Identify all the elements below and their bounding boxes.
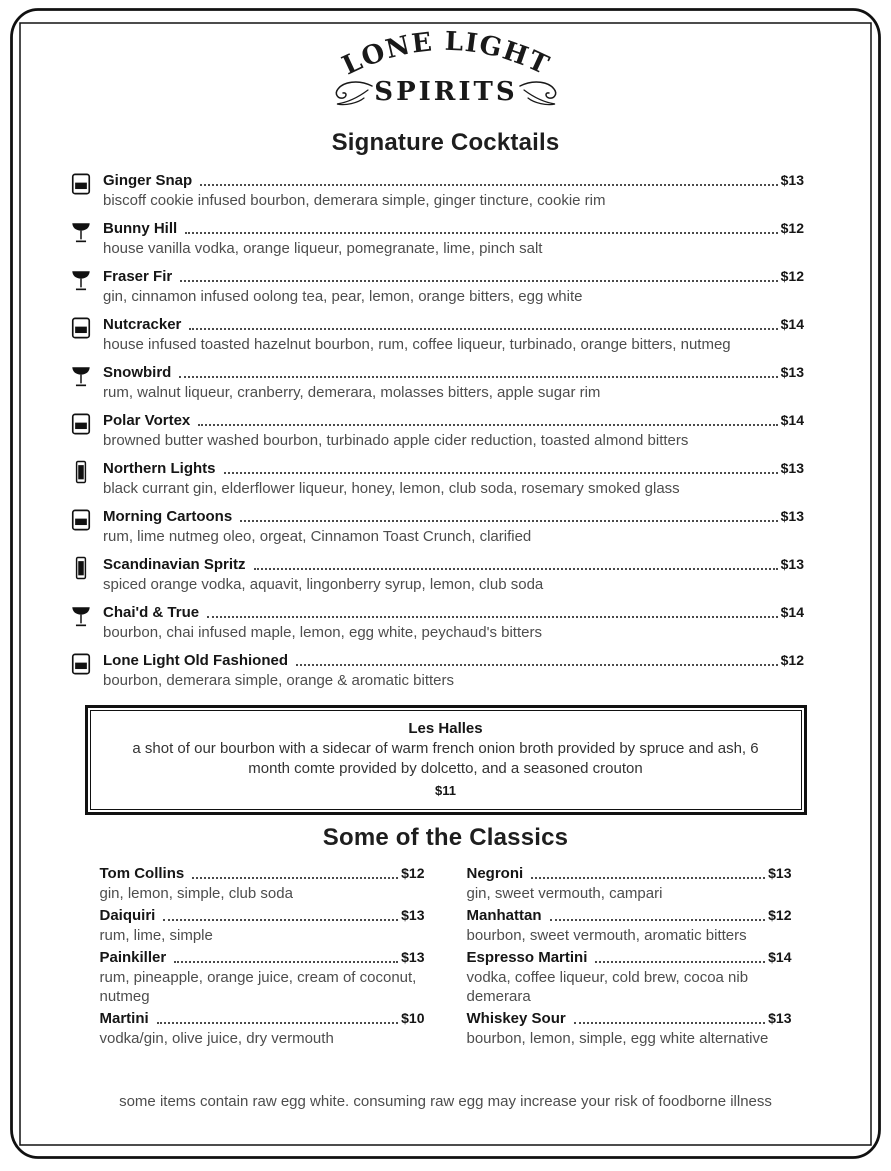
dotted-leader [192, 877, 398, 879]
item-name: Whiskey Sour [466, 1010, 566, 1027]
item-price: $13 [768, 865, 792, 881]
item-name: Morning Cartoons [103, 508, 233, 525]
dotted-leader [296, 664, 778, 666]
item-description: black currant gin, elderflower liqueur, honey, lemon, club soda, rosemary smoked glass [103, 480, 680, 497]
item-name: Daiquiri [99, 907, 156, 924]
item-description: gin, lemon, simple, club soda [99, 885, 293, 902]
highball-glass-icon [70, 555, 94, 594]
signature-cocktails-list [70, 171, 804, 690]
item-price: $12 [768, 907, 792, 923]
menu-item-row [70, 267, 804, 306]
item-name: Fraser Fir [103, 268, 173, 285]
rocks-glass-icon [70, 171, 94, 210]
item-name: Northern Lights [103, 460, 216, 477]
rocks-glass-icon [70, 507, 94, 546]
dotted-leader [207, 616, 778, 618]
item-price: $12 [780, 268, 804, 284]
menu-item-row [70, 507, 804, 546]
item-price: $14 [780, 412, 804, 428]
item-price: $13 [768, 1010, 792, 1026]
featured-item-name: Les Halles [408, 720, 483, 737]
coupe-glass-icon [70, 603, 94, 642]
item-description: rum, pineapple, orange juice, cream of coconut, nutmeg [99, 969, 417, 1005]
classic-item-row [467, 864, 792, 903]
classics-section-title: Some of the Classics [322, 824, 569, 851]
featured-item-price: $11 [435, 783, 456, 798]
dotted-leader [200, 184, 777, 186]
item-description: biscoff cookie infused bourbon, demerara simple, ginger tincture, cookie rim [103, 192, 606, 209]
brand-logo [0, 24, 891, 115]
item-name: Ginger Snap [103, 172, 193, 189]
egg-disclaimer: some items contain raw egg white. consuming raw egg may increase your risk of foodborne illness [119, 1093, 772, 1110]
item-name: Chai'd & True [103, 604, 200, 621]
flourish-right-icon [520, 82, 556, 105]
dotted-leader [254, 568, 778, 570]
classics-grid [100, 864, 792, 1051]
item-price: $13 [401, 907, 425, 923]
dotted-leader [179, 376, 777, 378]
classic-item-row [467, 1009, 792, 1048]
item-description: bourbon, chai infused maple, lemon, egg white, peychaud's bitters [103, 624, 542, 641]
item-price: $14 [780, 316, 804, 332]
dotted-leader [185, 232, 777, 234]
brand-name-sub: SPIRITS [373, 77, 518, 107]
item-description: bourbon, lemon, simple, egg white alternative [466, 1030, 769, 1047]
item-price: $13 [780, 364, 804, 380]
flourish-left-icon [336, 82, 372, 105]
brand-name-arched: LONE LIGHT [337, 26, 554, 82]
item-description: spiced orange vodka, aquavit, lingonberry syrup, lemon, club soda [103, 576, 544, 593]
coupe-glass-icon [70, 219, 94, 258]
dotted-leader [224, 472, 778, 474]
item-description: rum, walnut liqueur, cranberry, demerara, molasses bitters, apple sugar rim [103, 384, 601, 401]
item-description: house infused toasted hazelnut bourbon, rum, coffee liqueur, turbinado, orange bitters, nutmeg [103, 336, 731, 353]
menu-item-row [70, 363, 804, 402]
featured-item-description: a shot of our bourbon with a sidecar of warm french onion broth provided by spruce and ash, 6 month comte provided by dolcetto, and a seasoned crouton [132, 740, 759, 777]
item-name: Bunny Hill [103, 220, 178, 237]
dotted-leader [198, 424, 777, 426]
coupe-glass-icon [70, 363, 94, 402]
item-description: gin, cinnamon infused oolong tea, pear, lemon, orange bitters, egg white [103, 288, 583, 305]
item-name: Manhattan [466, 907, 542, 924]
item-price: $12 [401, 865, 425, 881]
classic-item-row [100, 906, 425, 945]
rocks-glass-icon [70, 411, 94, 450]
item-description: rum, lime, simple [99, 927, 213, 944]
classic-item-row [100, 864, 425, 903]
menu-item-row [70, 459, 804, 498]
item-price: $13 [780, 508, 804, 524]
classic-item-row [100, 948, 425, 1006]
item-name: Snowbird [103, 364, 172, 381]
classics-column-left [100, 864, 425, 1051]
item-price: $13 [780, 460, 804, 476]
item-description: house vanilla vodka, orange liqueur, pomegranate, lime, pinch salt [103, 240, 543, 257]
classics-column-right [467, 864, 792, 1051]
item-price: $13 [780, 172, 804, 188]
signature-section-title: Signature Cocktails [331, 129, 560, 156]
item-name: Lone Light Old Fashioned [103, 652, 288, 669]
item-name: Tom Collins [99, 865, 185, 882]
classic-item-row [467, 948, 792, 1006]
item-name: Negroni [466, 865, 524, 882]
dotted-leader [240, 520, 777, 522]
rocks-glass-icon [70, 651, 94, 690]
highball-glass-icon [70, 459, 94, 498]
featured-item-box [90, 710, 802, 810]
dotted-leader [174, 961, 398, 963]
item-price: $10 [401, 1010, 425, 1026]
item-description: rum, lime nutmeg oleo, orgeat, Cinnamon Toast Crunch, clarified [103, 528, 532, 545]
item-price: $13 [780, 556, 804, 572]
dotted-leader [180, 280, 777, 282]
item-price: $13 [401, 949, 425, 965]
menu-item-row [70, 171, 804, 210]
item-name: Espresso Martini [466, 949, 588, 966]
item-name: Painkiller [99, 949, 167, 966]
item-name: Scandinavian Spritz [103, 556, 246, 573]
dotted-leader [550, 919, 766, 921]
dotted-leader [595, 961, 765, 963]
item-price: $14 [780, 604, 804, 620]
menu-item-row [70, 651, 804, 690]
classic-item-row [100, 1009, 425, 1048]
menu-item-row [70, 555, 804, 594]
item-description: browned butter washed bourbon, turbinado apple cider reduction, toasted almond bitters [103, 432, 689, 449]
dotted-leader [189, 328, 777, 330]
rocks-glass-icon [70, 315, 94, 354]
menu-item-row [70, 411, 804, 450]
menu-item-row [70, 219, 804, 258]
item-description: vodka, coffee liqueur, cold brew, cocoa nib demerara [466, 969, 749, 1005]
dotted-leader [157, 1022, 398, 1024]
item-price: $12 [780, 652, 804, 668]
classic-item-row [467, 906, 792, 945]
menu-item-row [70, 603, 804, 642]
item-description: bourbon, demerara simple, orange & aromatic bitters [103, 672, 455, 689]
dotted-leader [574, 1022, 765, 1024]
item-name: Nutcracker [103, 316, 182, 333]
item-description: vodka/gin, olive juice, dry vermouth [99, 1030, 334, 1047]
item-name: Martini [99, 1010, 149, 1027]
dotted-leader [531, 877, 765, 879]
coupe-glass-icon [70, 267, 94, 306]
item-description: gin, sweet vermouth, campari [466, 885, 663, 902]
item-name: Polar Vortex [103, 412, 191, 429]
item-description: bourbon, sweet vermouth, aromatic bitters [466, 927, 747, 944]
dotted-leader [163, 919, 398, 921]
item-price: $14 [768, 949, 792, 965]
menu-item-row [70, 315, 804, 354]
item-price: $12 [780, 220, 804, 236]
